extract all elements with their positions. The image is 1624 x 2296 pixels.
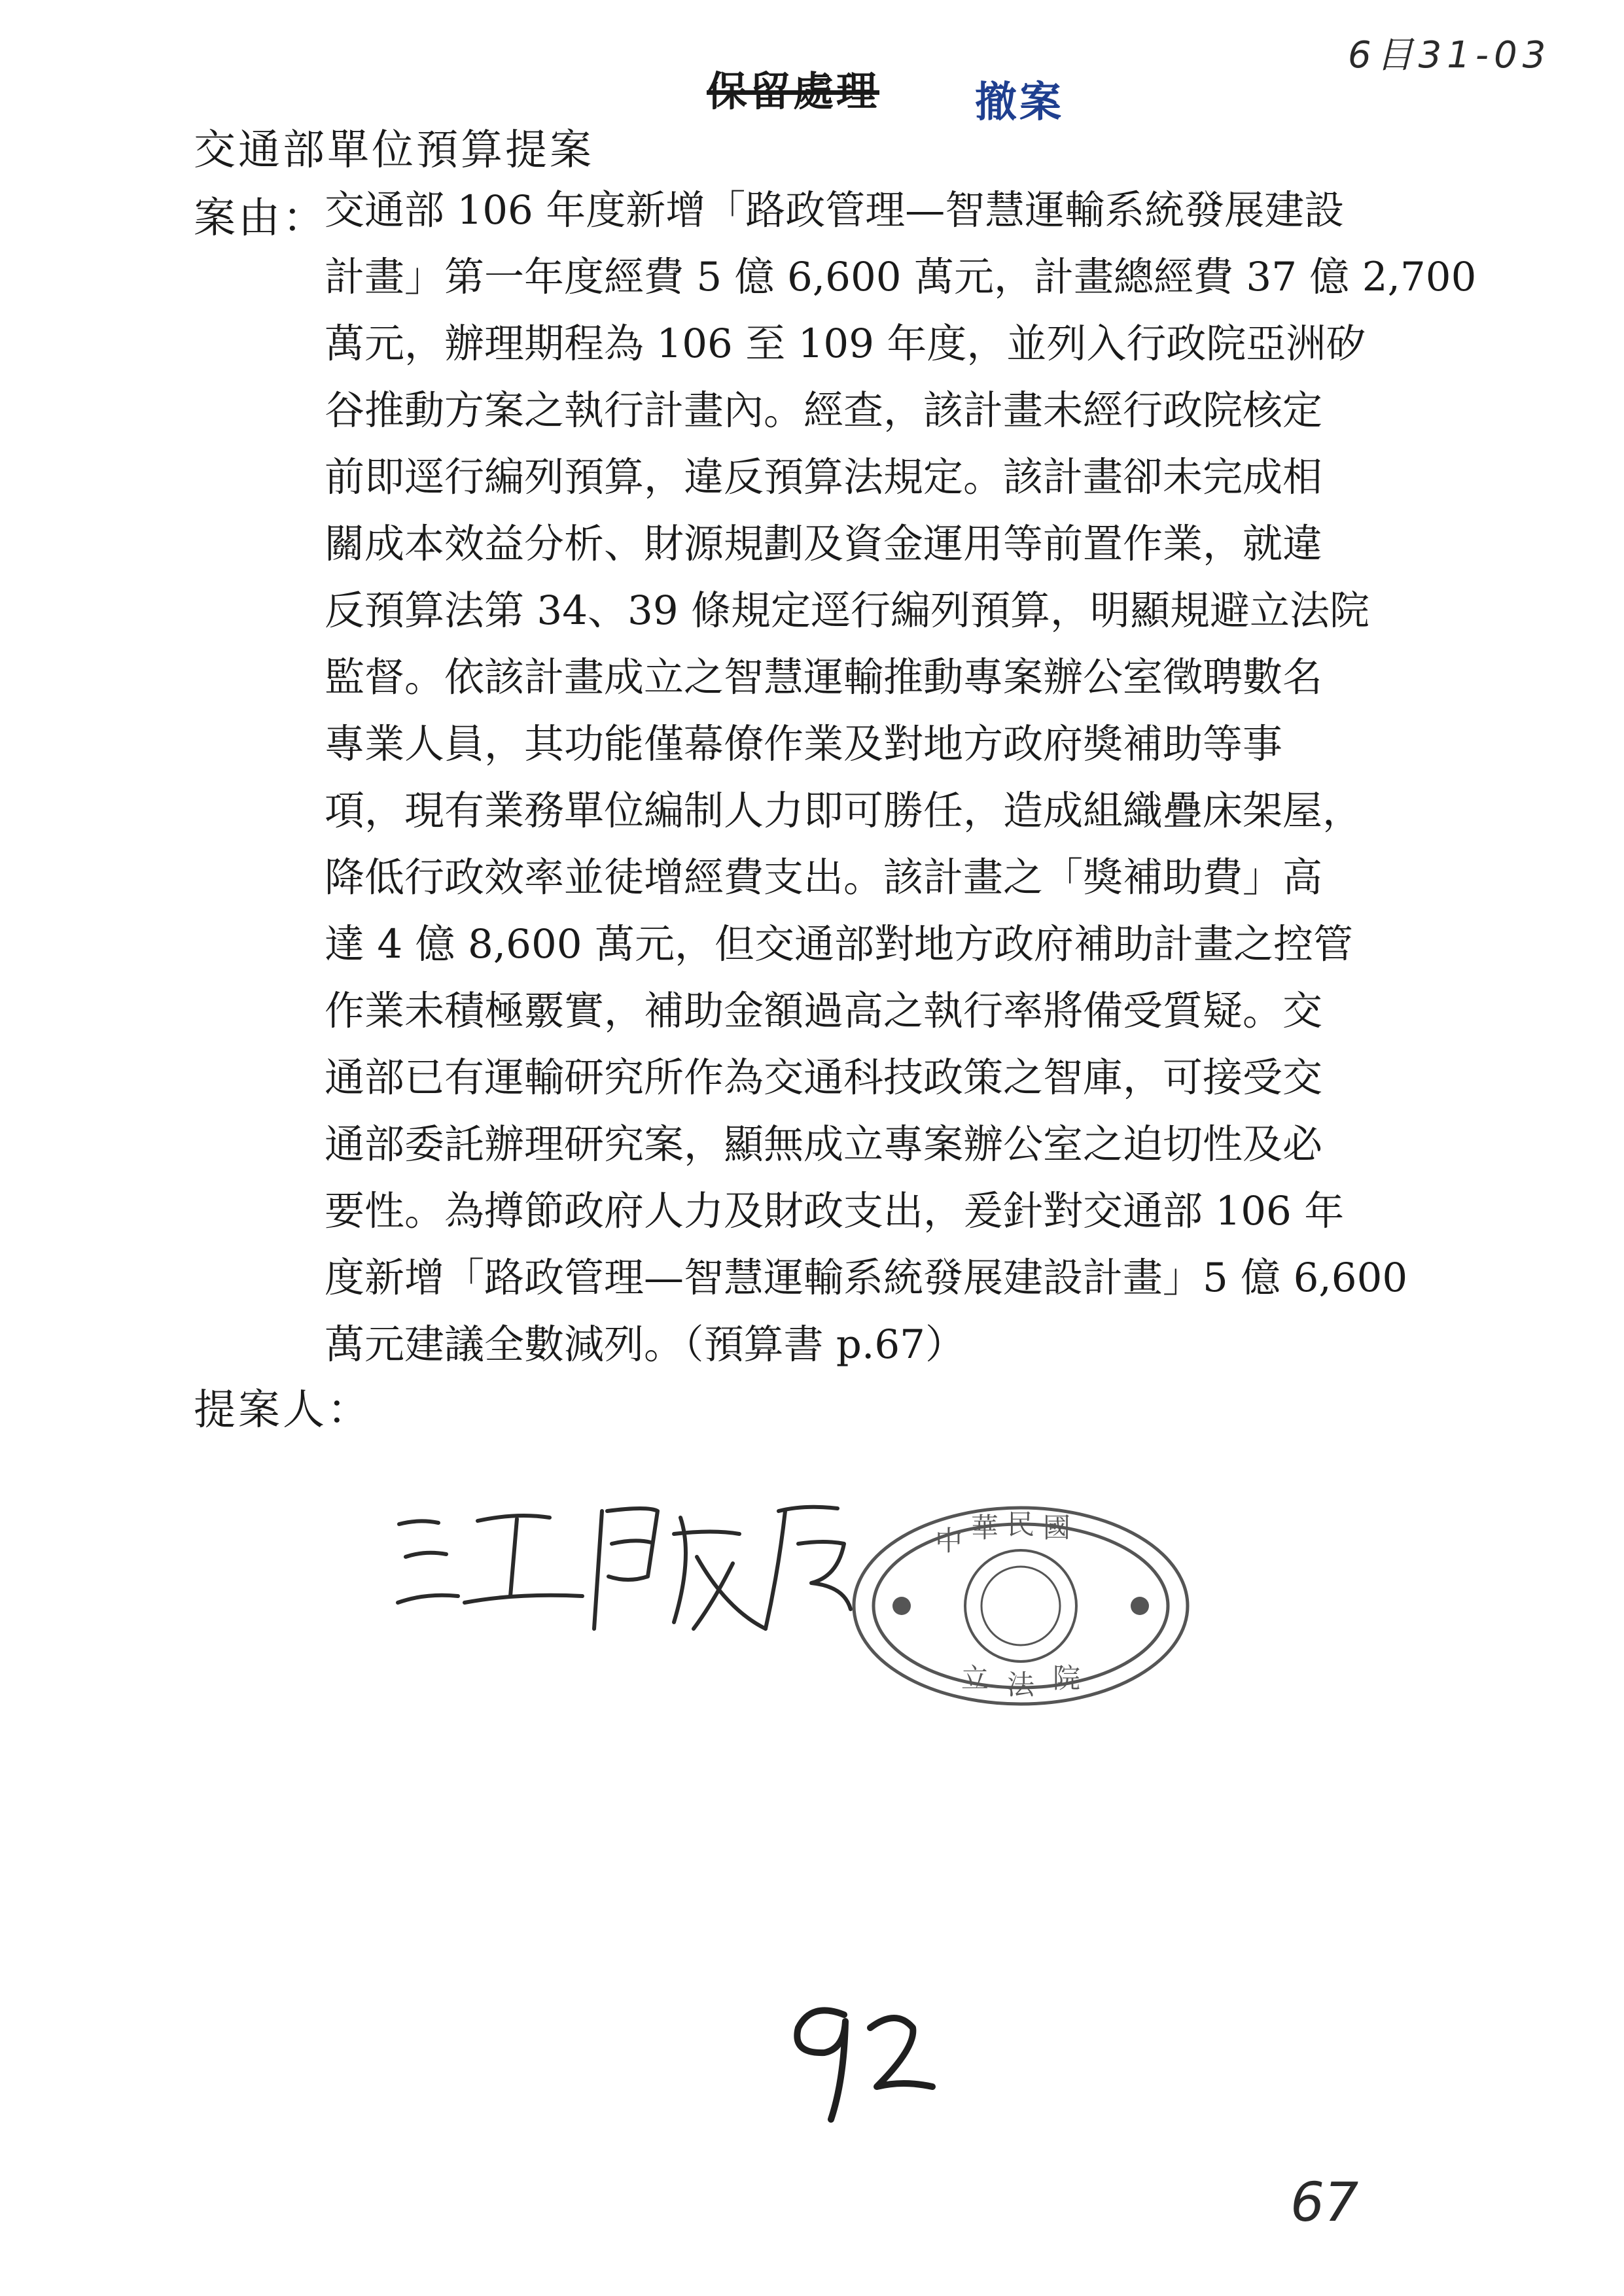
reason-line: 萬元，辦理期程為 106 至 109 年度，並列入行政院亞洲矽 [325,321,1366,367]
svg-text:中: 中 [934,1525,963,1557]
reason-line: 反預算法第 34、39 條規定逕行編列預算，明顯規避立法院 [325,587,1370,634]
status-struck-text: 保留處理 [707,67,880,115]
reason-line: 通部委託辦理研究案，顯無成立專案辦公室之迫切性及必 [325,1121,1323,1168]
svg-text:華: 華 [970,1512,999,1544]
svg-text:民: 民 [1006,1508,1035,1540]
reason-line: 前即逕行編列預算，違反預算法規定。該計畫卻未完成相 [325,454,1323,500]
proposer-label: 提案人： [194,1386,372,1435]
page-number: 67 [1290,2172,1359,2234]
reason-line: 專業人員，其功能僅幕僚作業及對地方政府獎補助等事 [325,721,1283,767]
svg-text:立: 立 [961,1662,989,1694]
seal-lettering [935,1508,1080,1701]
handwritten-corner-note: 6目31-03 [1348,34,1551,77]
reason-line: 通部已有運輸研究所作為交通科技政策之智庫，可接受交 [325,1054,1323,1101]
svg-text:院: 院 [1052,1662,1081,1694]
svg-text:國: 國 [1042,1512,1071,1544]
reason-line: 要性。為撙節政府人力及財政支出，爰針對交通部 106 年 [325,1188,1345,1234]
reason-line: 度新增「路政管理—智慧運輸系統發展建設計畫」5 億 6,600 [325,1255,1408,1301]
reason-line: 谷推動方案之執行計畫內。經查，該計畫未經行政院核定 [325,387,1323,434]
reason-line: 關成本效益分析、財源規劃及資金運用等前置作業，就違 [325,521,1323,567]
reason-label: 案由： [194,194,327,243]
reason-line: 計畫」第一年度經費 5 億 6,600 萬元，計畫總經費 37 億 2,700 [325,254,1477,300]
reason-line: 達 4 億 8,600 萬元，但交通部對地方政府補助計畫之控管 [325,921,1354,967]
reason-line: 作業未積極覈實，補助金額過高之執行率將備受質疑。交 [325,988,1323,1034]
document-title: 交通部單位預算提案 [194,126,594,175]
handwritten-number [772,1975,942,2132]
svg-text:法: 法 [1006,1669,1035,1701]
reason-line: 萬元建議全數減列。（預算書 p.67） [325,1321,965,1368]
status-current-text: 撤案 [975,78,1064,127]
reason-line: 降低行政效率並徒增經費支出。該計畫之「獎補助費」高 [325,854,1323,901]
handwritten-signature [386,1472,857,1642]
official-seal-stamp [844,1498,1197,1714]
reason-line: 交通部 106 年度新增「路政管理—智慧運輸系統發展建設 [325,187,1345,234]
reason-line: 項，現有業務單位編制人力即可勝任，造成組織疊床架屋， [325,788,1363,834]
reason-line: 監督。依該計畫成立之智慧運輸推動專案辦公室徵聘數名 [325,654,1323,701]
reason-body [325,184,1477,1385]
